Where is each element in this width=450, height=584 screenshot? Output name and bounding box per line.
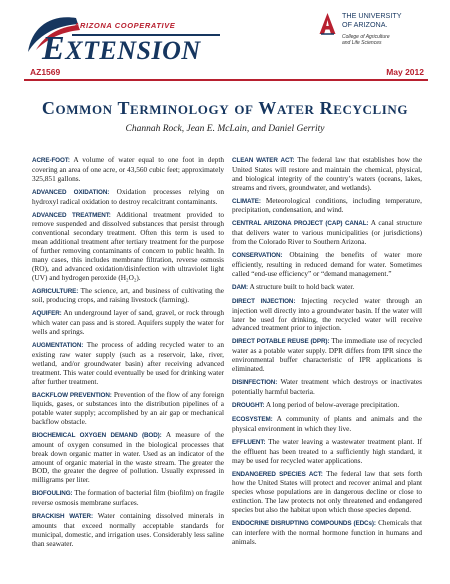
brand-main-text xyxy=(42,30,201,68)
glossary-term: DIRECT INJECTION: xyxy=(232,297,296,305)
publication-id: AZ1569 xyxy=(30,67,61,77)
university-name xyxy=(342,12,402,29)
glossary-entry xyxy=(32,512,224,548)
glossary-definition: Prevention of the flow of any foreign liquids, gases, or substances into the distribution pipelines of a potable water supply; accomplished by an air gap or mechanical backflow obstacle. xyxy=(32,389,224,427)
university-a-icon xyxy=(318,12,337,36)
glossary-entry xyxy=(232,156,422,192)
glossary-term: DISINFECTION: xyxy=(232,379,278,387)
glossary-term: ACRE-FOOT: xyxy=(32,157,70,164)
glossary-entry xyxy=(232,251,422,279)
glossary-term: ENDOCRINE DISRUPTING COMPOUNDS (EDCs): xyxy=(232,519,376,527)
glossary-definition: Water containing dissolved minerals in amounts that exceed normally acceptable standards for municipal, domestic, and irrigation uses. Considerably less saline than seawater. xyxy=(32,511,224,548)
glossary-entry xyxy=(32,341,224,386)
glossary-entry xyxy=(232,415,422,434)
glossary-term: AGRICULTURE: xyxy=(32,287,79,295)
university-logo xyxy=(318,10,428,70)
header-divider xyxy=(24,79,428,81)
glossary-term: CLEAN WATER ACT: xyxy=(232,157,295,164)
extension-logo xyxy=(24,12,220,67)
publication-date: May 2012 xyxy=(386,67,424,77)
document-title: Common Terminology of Water Recycling xyxy=(41,98,409,118)
glossary-entry xyxy=(232,337,422,373)
glossary-term: ENDANGERED SPECIES ACT: xyxy=(232,470,323,478)
glossary-entry xyxy=(32,188,224,207)
glossary-term: DIRECT POTABLE REUSE (DPR): xyxy=(232,338,330,346)
glossary-term: CENTRAL ARIZONA PROJECT (CAP) CANAL: xyxy=(232,220,369,228)
glossary-entry xyxy=(232,197,422,216)
glossary-entry xyxy=(232,470,422,515)
glossary-term: BIOCHEMICAL OXYGEN DEMAND (BOD): xyxy=(32,432,162,440)
glossary-entry xyxy=(232,438,422,466)
glossary-term: BRACKISH WATER: xyxy=(32,513,93,521)
glossary-definition: Water treatment which destroys or inactivates potentially harmful bacteria. xyxy=(232,377,422,396)
glossary-definition: The process of adding recycled water to an existing raw water supply (such as a reservoir, lake, river, wetland, and/or groundwater basin) after receiving advanced treatment. This water could eventually be used for drinking water after further treatment. xyxy=(32,340,224,386)
glossary-entry xyxy=(232,219,422,247)
glossary-entry xyxy=(232,519,422,547)
brand-top-text: ARIZONA COOPERATIVE xyxy=(74,21,176,30)
glossary-entry xyxy=(32,431,224,485)
glossary-definition: A long period of below-average precipitation. xyxy=(265,399,400,409)
glossary-definition: The formation of bacterial film (biofilm) on fragile reverse osmosis membrane surfaces. xyxy=(32,488,224,508)
glossary-entry xyxy=(232,283,422,293)
glossary-entry xyxy=(32,211,224,283)
glossary-definition: Meteorological conditions, including temperature, precipitation, condensation, and wind. xyxy=(232,195,422,215)
glossary-term: CONSERVATION: xyxy=(232,252,283,260)
glossary-entry xyxy=(232,378,422,397)
glossary-term: AUGMENTATION: xyxy=(32,342,84,350)
glossary-definition: The water leaving a wastewater treatment plant. If the effluent has been treated to a sufficiently high standard, it may be used for recycled water applications. xyxy=(232,436,422,465)
glossary-definition: Additional treatment provided to remove suspended and dissolved substances that persist through conventional secondary treatment. Often this term is used to mean additional treatment after tertiary treatment for the purpose of further removing contaminants of concern to public health. In many cases, this includes membrane filtration, reverse osmosis (RO), and advanced oxidation/disinfection with ultraviolet light (UV) and hydrogen peroxide (H₂O₂). xyxy=(32,209,225,282)
college-line1: College of Agriculture xyxy=(342,34,390,40)
glossary-term: ADVANCED OXIDATION: xyxy=(32,188,110,196)
glossary-definition: The immediate use of recycled water as a potable water supply. DPR differs from IPR since the environmental buffer characteristic of IPR applications is eliminated. xyxy=(232,336,422,373)
glossary-term: ECOSYSTEM: xyxy=(232,415,273,423)
glossary-definition: A measure of the amount of oxygen consumed in the biological processes that break down organic matter in water. Used as an indicator of the amount of organic material in the waste stream. The greater the BOD, the greater the degree of pollution. Usually expressed in milligrams per liter. xyxy=(32,430,224,485)
glossary-entry xyxy=(32,287,224,306)
glossary-definition: A volume of water equal to one foot in depth covering an area of one acre, or 43,560 cubic feet; approximately 325,851 gallons. xyxy=(32,155,225,183)
glossary-definition: An underground layer of sand, gravel, or rock through which water can pass and is stored. Aquifers supply the water for wells and springs. xyxy=(32,308,225,337)
glossary-definition: Injecting recycled water through an injection well directly into a groundwater basin. If the water will later be used for drinking, the recycled water will receive advanced treatment prior to injection. xyxy=(232,295,423,333)
glossary-term: DAM: xyxy=(232,283,249,291)
glossary-definition: A structure built to hold back water. xyxy=(249,281,355,291)
glossary-entry xyxy=(32,489,224,508)
glossary-entry xyxy=(232,401,422,411)
glossary-term: BIOFOULING: xyxy=(32,490,73,498)
university-line1: THE UNIVERSITY xyxy=(342,11,402,20)
glossary-entry xyxy=(32,391,224,427)
glossary-definition: The federal law that sets forth how the United States will protect and recover animal and plant species whose populations are in dangerous decline or close to extinction. The law protects not only threatened and endangered species but also the habitat upon which those species depend. xyxy=(232,468,422,514)
document-authors: Channah Rock, Jean E. McLain, and Daniel Gerrity xyxy=(125,124,325,134)
college-name xyxy=(342,34,390,46)
left-column xyxy=(32,156,224,553)
glossary-term: DROUGHT: xyxy=(232,401,265,409)
glossary-definition: The science, art, and business of cultivating the soil, producing crops, and raising livestock (farming). xyxy=(32,285,224,305)
glossary-definition: Obtaining the benefits of water more efficiently, resulting in reduced demand for water. Sometimes called “end-use efficiency” or “demand management.” xyxy=(232,250,422,278)
brand-main-rest: XTENSION xyxy=(65,36,201,65)
glossary-entry xyxy=(32,156,224,184)
glossary-definition: Chemicals that can interfere with the normal hormone function in humans and animals. xyxy=(232,517,422,546)
glossary-term: ADVANCED TREATMENT: xyxy=(32,211,111,219)
right-column xyxy=(232,156,422,551)
glossary-term: CLIMATE: xyxy=(232,197,261,205)
glossary-entry xyxy=(232,297,422,333)
glossary-definition: The federal law that establishes how the United States will restore and maintain the chemical, physical, and biological integrity of the country’s waters (oceans, lakes, streams and rivers, groundwater, and wetlands). xyxy=(232,155,422,192)
glossary-definition: A community of plants and animals and the physical environment in which they live. xyxy=(232,413,422,433)
university-line2: OF ARIZONA. xyxy=(342,19,388,29)
college-line2: and Life Sciences xyxy=(342,40,382,46)
glossary-entry xyxy=(32,309,224,337)
brand-main-cap: E xyxy=(42,30,66,67)
page-header xyxy=(0,0,450,78)
glossary-definition: Oxidation processes relying on hydroxyl radical oxidation to destroy recalcitrant contaminants. xyxy=(32,186,224,206)
glossary-term: AQUIFER: xyxy=(32,310,62,318)
glossary-definition: A canal structure that delivers water to various municipalities (or jurisdictions) from the Colorado River to Southern Arizona. xyxy=(232,218,423,247)
glossary-term: BACKFLOW PREVENTION: xyxy=(32,391,112,399)
glossary-term: EFFLUENT: xyxy=(232,438,266,446)
